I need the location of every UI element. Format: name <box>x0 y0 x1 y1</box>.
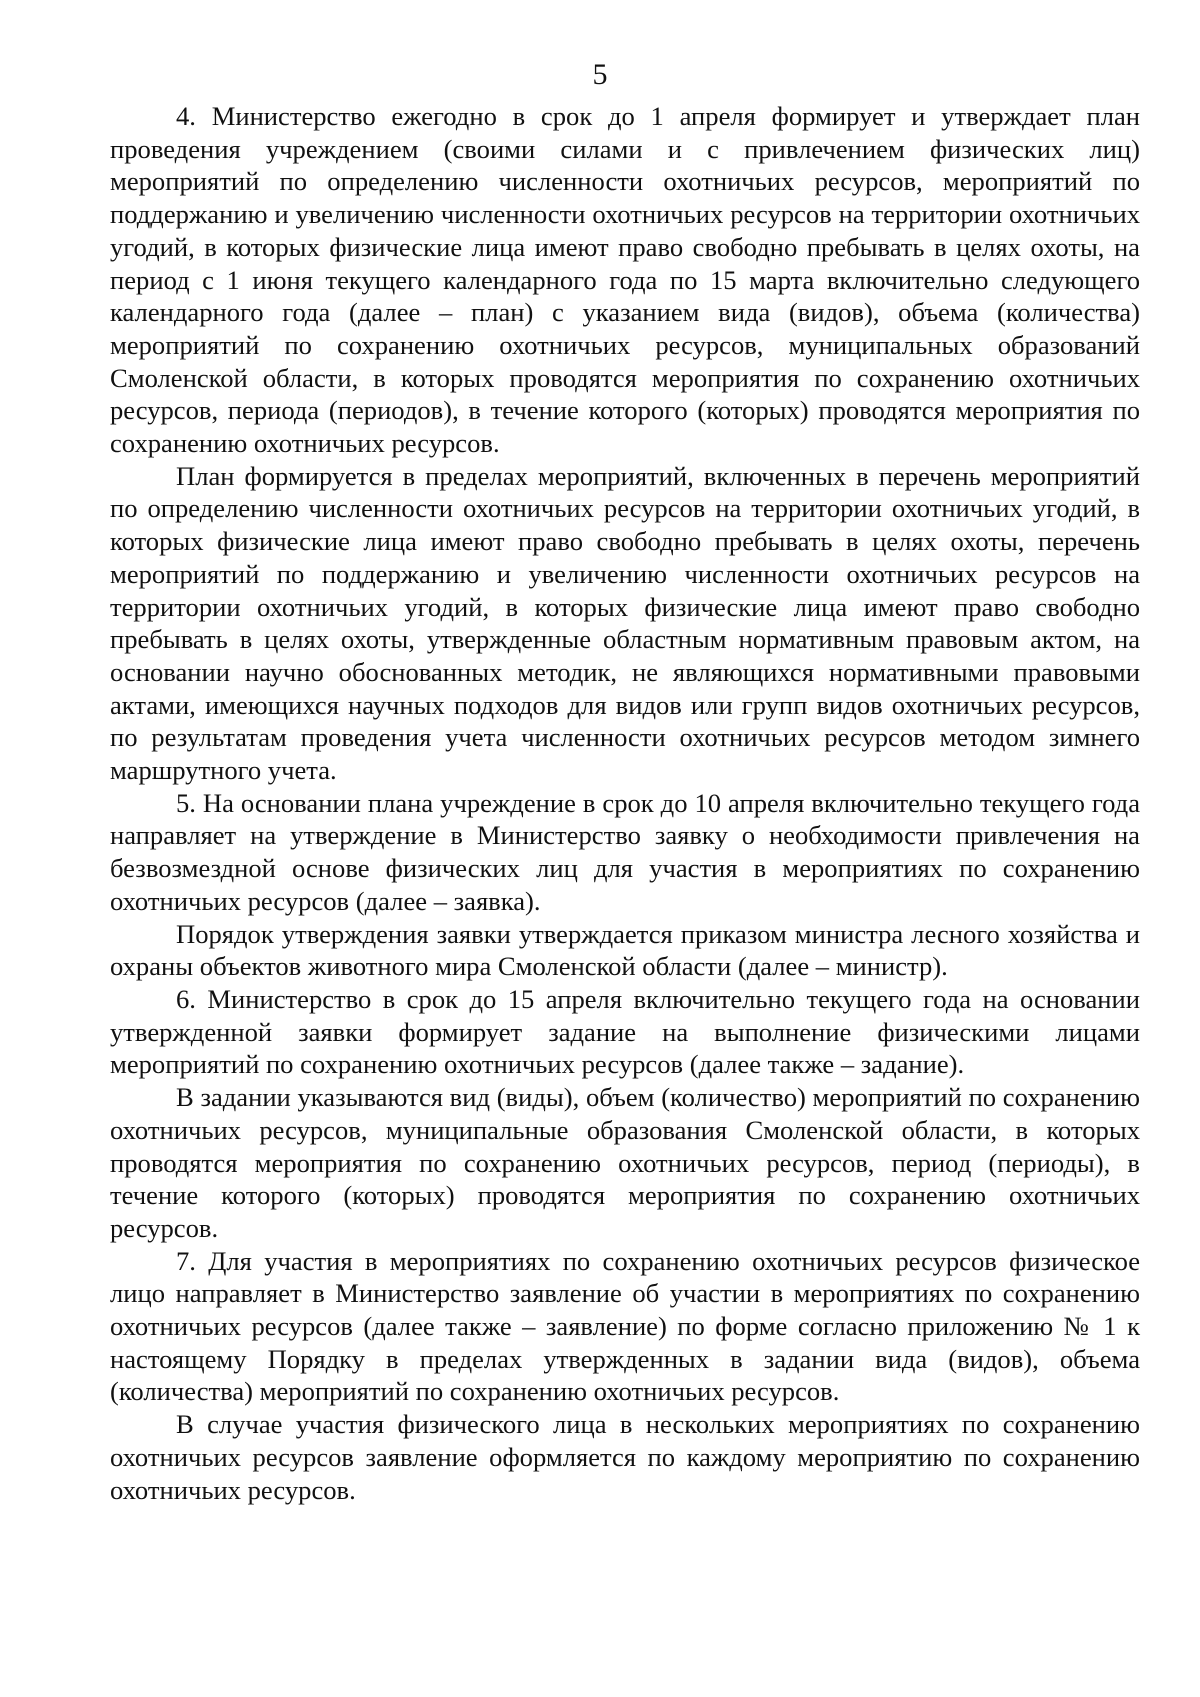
document-body <box>110 100 1140 1506</box>
page-number: 5 <box>592 58 608 91</box>
paragraph-plan-formation: План формируется в пределах мероприятий, включенных в перечень мероприятий по определению численности охотничьих ресурсов на территории охотничьих угодий, в которых физические лица имеют право свободно пребывать в целях охоты, перечень мероприятий по поддержанию и увеличению численности охотничьих ресурсов на территории охотничьих угодий, в которых физические лица имеют право свободно пребывать в целях охоты, утвержденные областным нормативным правовым актом, на основании научно обоснованных методик, не являющихся нормативными правовыми актами, имеющихся научных подходов для видов или групп видов охотничьих ресурсов, по результатам проведения учета численности охотничьих ресурсов методом зимнего маршрутного учета. <box>110 460 1140 786</box>
paragraph-task-contents: В задании указываются вид (виды), объем (количество) мероприятий по сохранению охотничьих ресурсов, муниципальные образования Смоленской области, в которых проводятся мероприятия по сохранению охотничьих ресурсов, период (периоды), в течение которого (которых) проводятся мероприятия по сохранению охотничьих ресурсов. <box>110 1082 1140 1243</box>
paragraph-item-5: 5. На основании плана учреждение в срок до 10 апреля включительно текущего года направляет на утверждение в Министерство заявку о необходимости привлечения на безвозмездной основе физических лиц для участия в мероприятиях по сохранению охотничьих ресурсов (далее – заявка). <box>110 787 1140 916</box>
paragraph-multiple-events: В случае участия физического лица в нескольких мероприятиях по сохранению охотничьих ресурсов заявление оформляется по каждому мероприятию по сохранению охотничьих ресурсов. <box>110 1409 1140 1505</box>
paragraph-item-6: 6. Министерство в срок до 15 апреля включительно текущего года на основании утвержденной заявки формирует задание на выполнение физическими лицами мероприятий по сохранению охотничьих ресурсов (далее также – задание). <box>110 983 1140 1080</box>
paragraph-approval-order: Порядок утверждения заявки утверждается приказом министра лесного хозяйства и охраны объектов животного мира Смоленской области (далее – министр). <box>110 918 1140 982</box>
paragraph-item-4: 4. Министерство ежегодно в срок до 1 апреля формирует и утверждает план проведения учреждением (своими силами и с привлечением физических лиц) мероприятий по определению численности охотничьих ресурсов, мероприятий по поддержанию и увеличению численности охотничьих ресурсов на территории охотничьих угодий, в которых физические лица имеют право свободно пребывать в целях охоты, на период с 1 июня текущего календарного года по 15 марта включительно следующего календарного года (далее – план) с указанием вида (видов), объема (количества) мероприятий по сохранению охотничьих ресурсов, муниципальных образований Смоленской области, в которых проводятся мероприятия по сохранению охотничьих ресурсов, периода (периодов), в течение которого (которых) проводятся мероприятия по сохранению охотничьих ресурсов. <box>110 101 1140 459</box>
paragraph-item-7: 7. Для участия в мероприятиях по сохранению охотничьих ресурсов физическое лицо направляет в Министерство заявление об участии в мероприятиях по сохранению охотничьих ресурсов (далее также – заявление) по форме согласно приложению № 1 к настоящему Порядку в пределах утвержденных в задании вида (видов), объема (количества) мероприятий по сохранению охотничьих ресурсов. <box>110 1245 1140 1407</box>
